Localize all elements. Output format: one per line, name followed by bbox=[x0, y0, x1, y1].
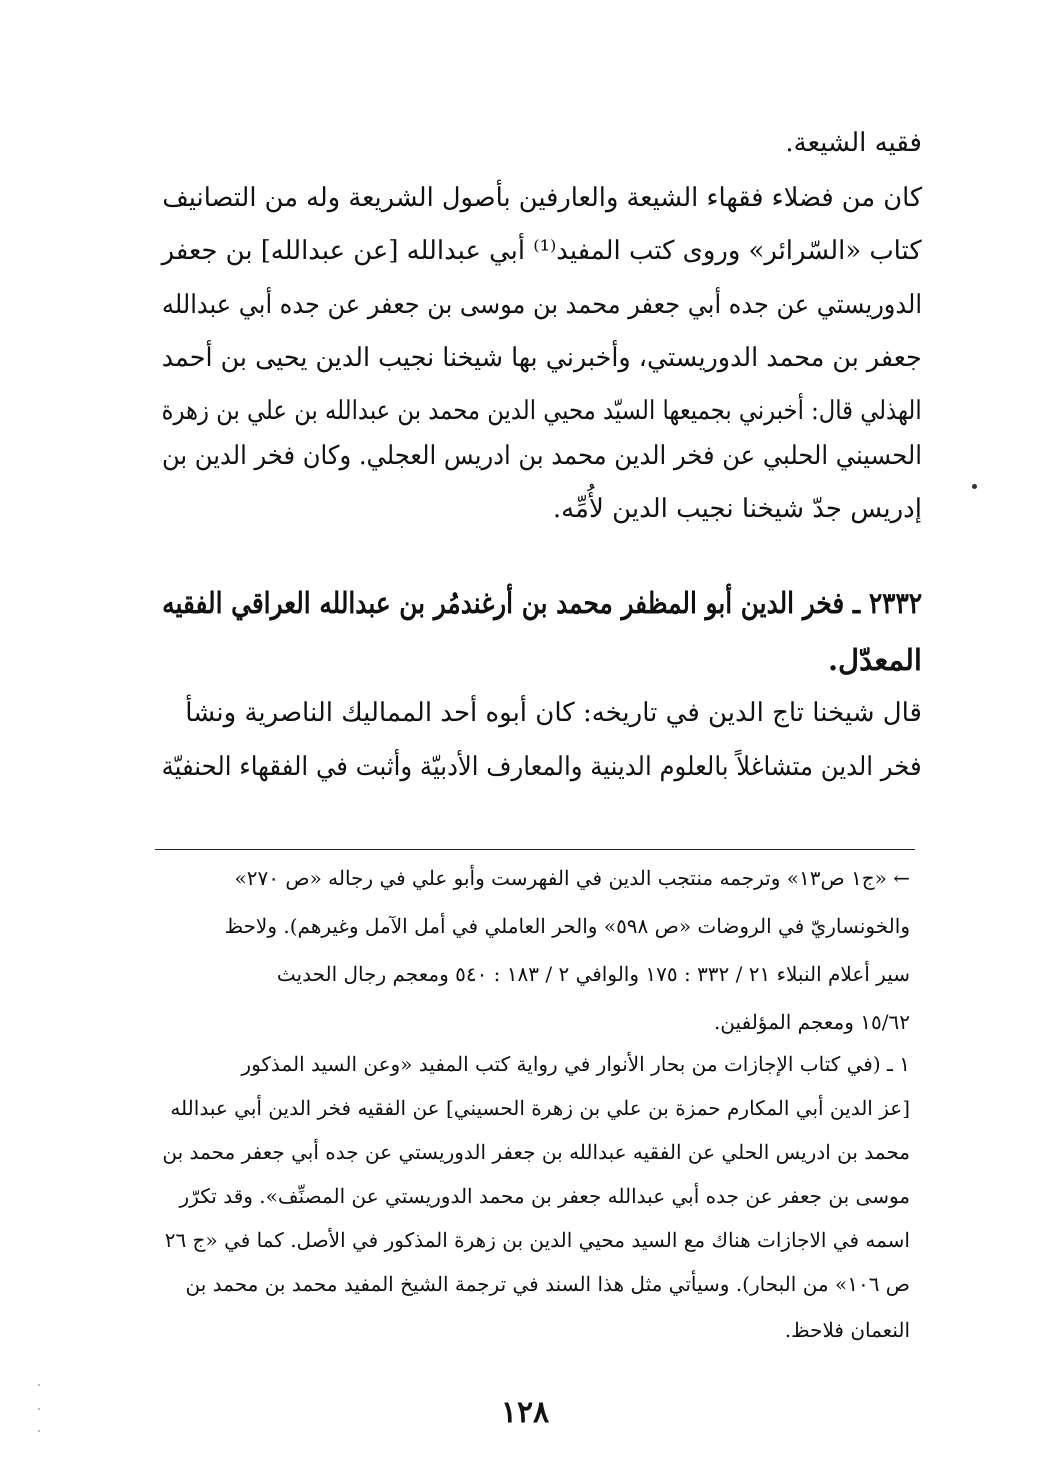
footnote-line-11: النعمان فلاحظ. bbox=[784, 1318, 910, 1342]
entry-text-line-2: فخر الدين متشاغلاً بالعلوم الدينية والمعارف الأدبيّة وأثبت في الفقهاء الحنفيّة bbox=[162, 752, 922, 782]
footnote-line-4: ١٥/٦٢ ومعجم المؤلفين. bbox=[713, 1010, 910, 1034]
main-text-line-3: كتاب «السّرائر» وروى كتب المفيد⁽¹⁾ أبي عبدالله [عن عبدالله] بن جعفر bbox=[162, 236, 922, 266]
entry-heading-line-2: المعدّل. bbox=[827, 643, 922, 677]
main-text-line-5: جعفر بن محمد الدوريستي، وأخبرني بها شيخنا نجيب الدين يحيى بن أحمد bbox=[162, 343, 922, 373]
footnote-line-2: والخونساريّ في الروضات «ص ٥٩٨» والحر العاملي في أمل الآمل وغيرهم). ولاحظ bbox=[224, 914, 910, 938]
main-text-line-6: الهذلي قال: أخبرني بجميعها السيّد محيي الدين محمد بن عبدالله بن علي بن زهرة bbox=[162, 396, 922, 426]
scan-speck bbox=[38, 1430, 40, 1432]
footnote-line-8: موسى بن جعفر عن جده أبي عبدالله جعفر بن محمد الدوريستي عن المصنِّف». وقد تكرّر bbox=[179, 1184, 910, 1208]
entry-heading-line-1: ٢٣٣٢ ـ فخر الدين أبو المظفر محمد بن أرغندمُر بن عبدالله العراقي الفقيه bbox=[162, 586, 922, 620]
margin-mark bbox=[972, 484, 977, 489]
main-text-line-8: إدريس جدّ شيخنا نجيب الدين لأُمِّه. bbox=[552, 494, 922, 524]
footnote-line-1: ← «ج١ ص١٣» وترجمه منتجب الدين في الفهرست وأبو علي في رجاله «ص ٢٧٠» bbox=[234, 866, 910, 890]
footnote-line-5: ١ ـ (في كتاب الإجازات من بحار الأنوار في رواية كتب المفيد «وعن السيد المذكور bbox=[241, 1052, 910, 1076]
main-text-line-2: كان من فضلاء فقهاء الشيعة والعارفين بأصول الشريعة وله من التصانيف bbox=[162, 183, 922, 213]
page-number: ١٢٨ bbox=[500, 1395, 550, 1430]
main-text-line-4: الدوريستي عن جده أبي جعفر محمد بن موسى بن جعفر عن جده أبي عبدالله bbox=[162, 290, 922, 320]
footnote-line-7: محمد بن ادريس الحلي عن الفقيه عبدالله بن جعفر الدوريستي عن جده أبي جعفر محمد بن bbox=[162, 1140, 910, 1164]
scan-speck bbox=[38, 1408, 40, 1410]
footnote-line-10: ص ١٠٦» من البحار). وسيأتي مثل هذا السند في ترجمة الشيخ المفيد محمد بن محمد بن bbox=[185, 1272, 910, 1296]
entry-text-line-1: قال شيخنا تاج الدين في تاريخه: كان أبوه أحد المماليك الناصرية ونشأ bbox=[185, 698, 922, 728]
footnote-line-3: سير أعلام النبلاء ٢١ / ٣٣٢ : ١٧٥ والوافي ٢ / ١٨٣ : ٥٤٠ ومعجم رجال الحديث bbox=[276, 962, 910, 986]
main-text-line-1: فقيه الشيعة. bbox=[785, 128, 922, 158]
scan-speck bbox=[38, 1384, 40, 1386]
footnote-divider bbox=[155, 849, 915, 850]
footnote-line-9: اسمه في الاجازات هناك مع السيد محيي الدين بن زهرة المذكور في الأصل. كما في «ج ٢٦ bbox=[164, 1228, 910, 1252]
main-text-line-7: الحسيني الحلبي عن فخر الدين محمد بن ادريس العجلي. وكان فخر الدين بن bbox=[162, 441, 922, 471]
footnote-line-6: [عز الدين أبي المكارم حمزة بن علي بن زهرة الحسيني] عن الفقيه فخر الدين أبي عبدالله bbox=[170, 1096, 910, 1120]
